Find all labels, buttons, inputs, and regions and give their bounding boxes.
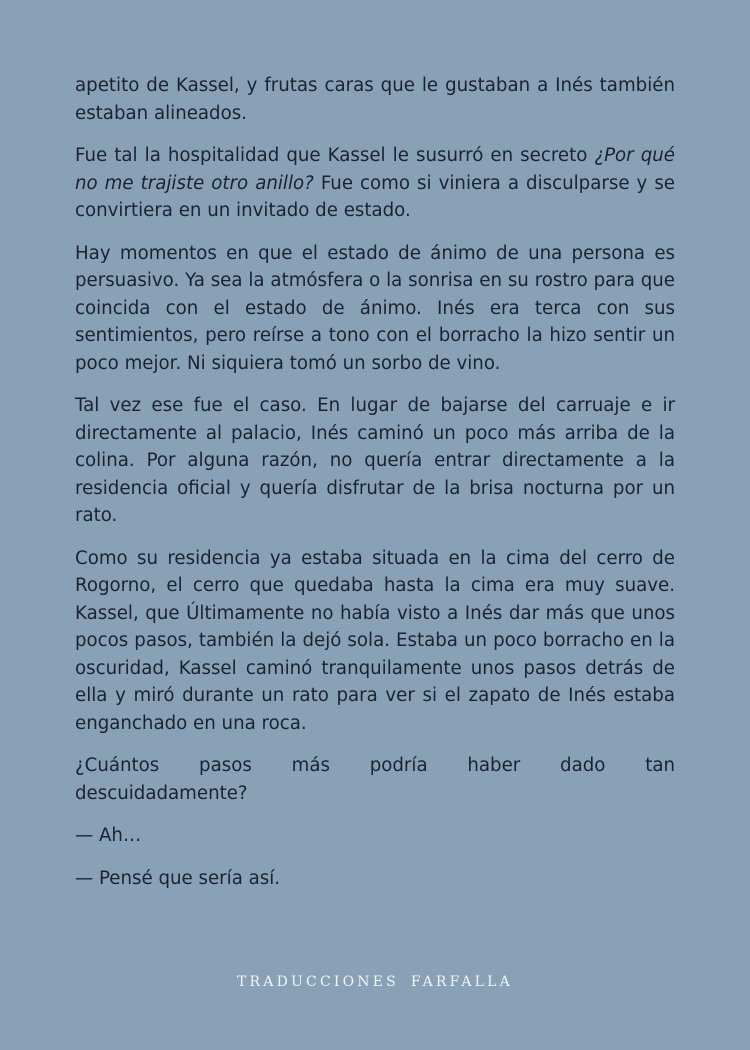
paragraph-6 xyxy=(75,752,675,807)
paragraph-2-italic-quote: ¿Por qué no me trajiste otro anillo? xyxy=(75,145,675,194)
paragraph-6-line-2: descuidadamente? xyxy=(75,782,248,804)
footer-word-2: FARFALLA xyxy=(410,974,513,990)
paragraph-2-text-end: Fue como si viniera a disculparse y se convirtiera en un invitado de estado. xyxy=(75,172,675,221)
footer-credit xyxy=(0,974,750,990)
paragraph-1: apetito de Kassel, y frutas caras que le gustaban a Inés también estaban alineados. xyxy=(75,75,675,124)
paragraph-5: Como su residencia ya estaba situada en la cima del cerro de Rogorno, el cerro que quedaba hasta la cima era muy suave. Kassel, que Últimamente no había visto a Inés dar más que unos pocos pasos, también la dejó sola. Estaba un poco borracho en la oscuridad, Kassel caminó tranquilamente unos pasos detrás de ella y miró durante un rato para ver si el zapato de Inés estaba enganchado en una roca. xyxy=(75,547,675,734)
page-body xyxy=(75,72,675,907)
paragraph-2 xyxy=(75,142,675,225)
dialogue-line-2: — Pensé que sería así. xyxy=(75,867,281,889)
paragraph-4: Tal vez ese fue el caso. En lugar de bajarse del carruaje e ir directamente al palacio, Inés caminó un poco más arriba de la colina. Por alguna razón, no quería entrar directamente a la residencia oficial y quería disfrutar de la brisa nocturna por un rato. xyxy=(75,395,675,526)
paragraph-6-line-1: ¿Cuántos pasos más podría haber dado tan xyxy=(75,755,675,776)
footer-word-1: TRADUCCIONES xyxy=(237,974,399,990)
paragraph-3: Hay momentos en que el estado de ánimo de una persona es persuasivo. Ya sea la atmósfera o la sonrisa en su rostro para que coincida con el estado de ánimo. Inés era terca con sus sentimientos, pero reírse a tono con el borracho la hizo sentir un poco mejor. Ni siquiera tomó un sorbo de vino. xyxy=(75,242,675,374)
dialogue-line-1: — Ah… xyxy=(75,825,142,846)
paragraph-2-text-start: Fue tal la hospitalidad que Kassel le susurró en secreto xyxy=(75,145,595,166)
